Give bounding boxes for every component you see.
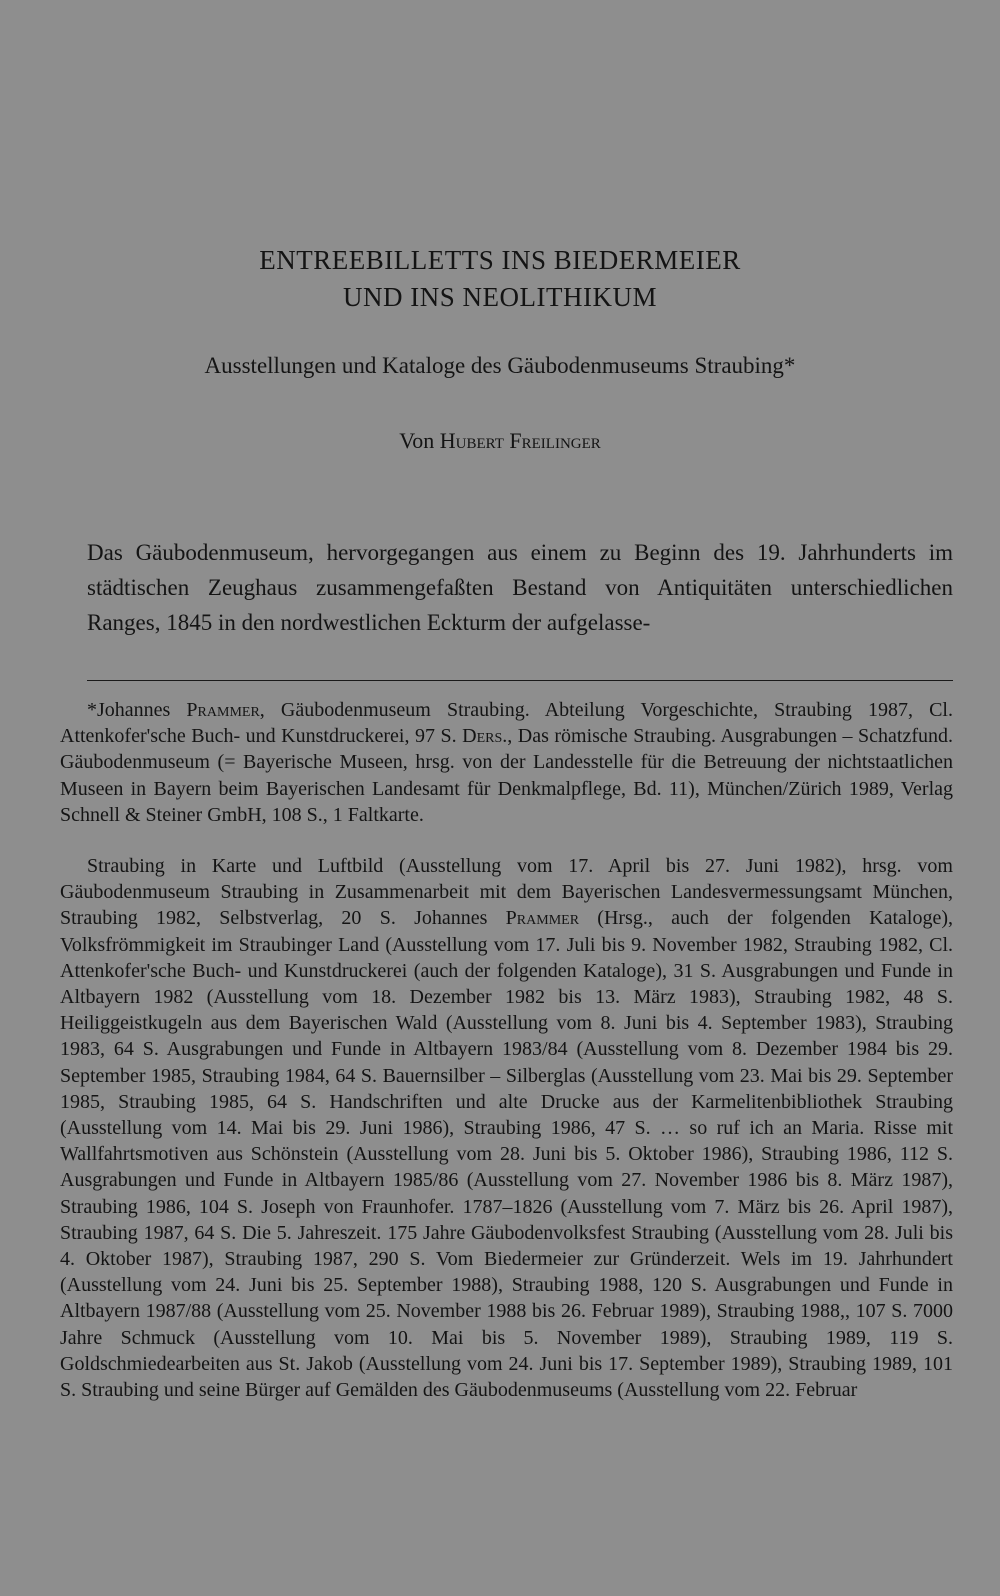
author-name: Hubert Freilinger (439, 428, 601, 453)
footnote-author: Ders. (462, 725, 508, 748)
byline-prefix: Von (399, 428, 435, 453)
footnote-text: *Johannes (87, 699, 187, 721)
body-paragraph: Das Gäubodenmuseum, hervorgegangen aus einem zu Beginn des 19. Jahrhunderts im städtischen Zeughaus zusammengefaßten Bestand von Antiquitäten unterschiedlichen Ranges, 1845 in den nordwestlichen Eckturm der aufgelasse- (87, 540, 953, 635)
footnote-text: , Gäubodenmuseum Straubing. Abteilung Vorgeschichte, Straubing 1987, Cl. Attenkofer'sche Buch- und Kunstdruckerei, 97 S. (60, 699, 953, 748)
byline (0, 428, 1000, 454)
footnote-paragraph-2 (60, 853, 953, 1403)
footnote-paragraph-1 (60, 697, 953, 828)
article-subtitle: Ausstellungen und Kataloge des Gäubodenmuseums Straubing* (204, 353, 796, 378)
article-title-line-1: ENTREEBILLETTS INS BIEDERMEIER (259, 245, 741, 275)
footnote-author: Prammer (505, 907, 580, 930)
article-title-line-2: UND INS NEOLITHIKUM (343, 282, 657, 312)
footnote-author: Prammer (186, 699, 260, 721)
footnote-separator (87, 680, 953, 681)
footnote-text: (Hrsg., auch der folgenden Kataloge), Volksfrömmigkeit im Straubinger Land (Ausstellung vom 17. Juli bis 9. November 1982, Straubing 1982, Cl. Attenkofer'sche Buch- und Kunstdruckerei (auch der folgenden Kataloge), 31 S. Ausgrabungen und Funde in Altbayern 1982 (Ausstellung vom 18. Dezember 1982 bis 13. März 1983), Straubing 1982, 48 S. Heiliggeistkugeln aus dem Bayerischen Wald (Ausstellung vom 8. Juni bis 4. September 1983), Straubing 1983, 64 S. Ausgrabungen und Funde in Altbayern 1983/84 (Ausstellung vom 8. Dezember 1984 bis 29. September 1985, Straubing 1984, 64 S. Bauernsilber – Silberglas (Ausstellung vom 23. Mai bis 29. September 1985, Straubing 1985, 64 S. Handschriften und alte Drucke aus der Karmelitenbibliothek Straubing (Ausstellung vom 14. Mai bis 29. Juni 1986), Straubing 1986, 47 S. … so ruf ich an Maria. Risse mit Wallfahrtsmotiven aus Schönstein (Ausstellung vom 28. Juni bis 5. Oktober 1986), Straubing 1986, 112 S. Ausgrabungen und Funde in Altbayern 1985/86 (Ausstellung vom 27. November 1986 bis 8. März 1987), Straubing 1986, 104 S. Joseph von Fraunhofer. 1787–1826 (Ausstellung vom 7. März bis 26. April 1987), Straubing 1987, 64 S. Die 5. Jahreszeit. 175 Jahre Gäubodenvolksfest Straubing (Ausstellung vom 28. Juli bis 4. Oktober 1987), Straubing 1987, 290 S. Vom Biedermeier zur Gründerzeit. Wels im 19. Jahrhundert (Ausstellung vom 24. Juni bis 25. September 1988), Straubing 1988, 120 S. Ausgrabungen und Funde in Altbayern 1987/88 (Ausstellung vom 25. November 1988 bis 26. Februar 1989), Straubing 1988,, 107 S. 7000 Jahre Schmuck (Ausstellung vom 10. Mai bis 5. November 1989), Straubing 1989, 119 S. Goldschmiedearbeiten aus St. Jakob (Ausstellung vom 24. Juni bis 17. September 1989), Straubing 1989, 101 S. Straubing und seine Bürger auf Gemälden des Gäubodenmuseums (Ausstellung vom 22. Februar (60, 907, 954, 1402)
footnote-text: , Das römische Straubing. Ausgrabungen – Schatzfund. Gäubodenmuseum (= Bayerische Museen, hrsg. von der Landesstelle für die Betreuung der nichtstaatlichen Museen in Bayern beim Bayerischen Landesamt für Denkmalpflege, Bd. 11), München/Zürich 1989, Verlag Schnell & Steiner GmbH, 108 S., 1 Faltkarte. (60, 725, 954, 826)
footnote-text: Straubing in Karte und Luftbild (Ausstellung vom 17. April bis 27. Juni 1982), hrsg. vom Gäubodenmuseum Straubing in Zusammenarbeit mit dem Bayerischen Landesvermessungsamt München, Straubing 1982, Selbstverlag, 20 S. Johannes (60, 855, 953, 930)
